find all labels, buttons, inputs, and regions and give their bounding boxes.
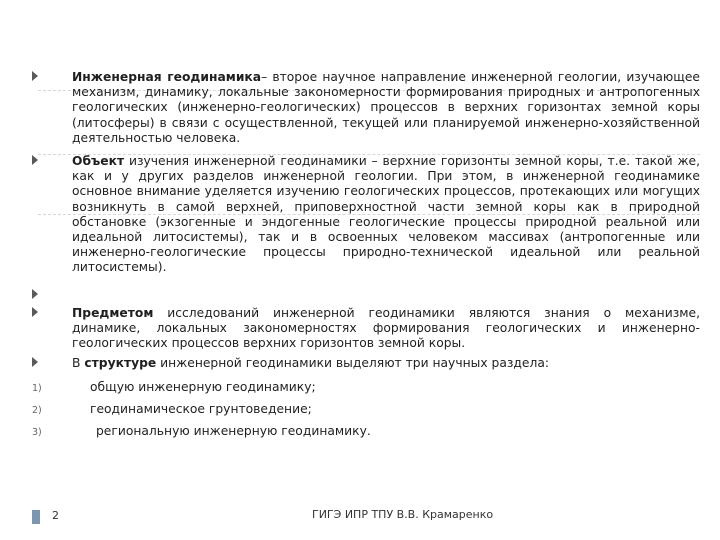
item-number: 1) [32, 383, 42, 394]
item-number: 3) [32, 427, 42, 438]
bullet-arrow-icon [32, 289, 38, 299]
numbered-item: 1) общую инженерную геодинамику; [32, 380, 316, 394]
item-number: 2) [32, 405, 42, 416]
bullet-arrow-icon [32, 71, 38, 81]
paragraph-object: Объект изучения инженерной геодинамики – верхние горизонты земной коры, т.е. такой же, как и у других разделов инженерной геологии. При этом, в инженерной геодинамике основное внимание уделяется изучению геологических процессов, протекающих или могущих возникнуть в самой верхней, приповерхностной части земной коры как в природной обстановке (экзогенные и эндогенные геологические процессы природной реальной или идеальной литосистемы), так и в освоенных человеком массивах (антропогенные или инженерно-геологические процессы природно-технической идеальной или реальной литосистемы). [32, 154, 700, 276]
bullet-arrow-icon [32, 155, 38, 165]
term: структуре [84, 356, 157, 370]
numbered-item: 2) геодинамическое грунтоведение; [32, 402, 312, 416]
footer-author: ГИГЭ ИПР ТПУ В.В. Крамаренко [312, 508, 494, 521]
paragraph-structure: В структуре инженерной геодинамики выделяют три научных раздела: [32, 356, 700, 371]
paragraph-subject: Предметом исследований инженерной геодинамики являются знания о механизме, динамике, локальных закономерностях формирования геологических и инженерно-геологических процессов верхних горизонтов земной коры. [32, 306, 700, 352]
term: Инженерная геодинамика [72, 70, 262, 84]
term: Предметом [72, 306, 154, 320]
paragraph-definition: Инженерная геодинамика– второе научное направление инженерной геологии, изучающее механизм, динамику, локальные закономерности формирования природных и антропогенных геологических (инженерно-геологических) процессов в верхних горизонтах земной коры (литосферы) в связи с осуществленной, текущей или планируемой инженерно-хозяйственной деятельностью человека. [32, 70, 700, 146]
bullet-arrow-icon [32, 307, 38, 317]
page-number: 2 [52, 509, 59, 522]
term: Объект [72, 154, 125, 168]
numbered-item: 3) региональную инженерную геодинамику. [32, 424, 371, 438]
footer-accent-bar [32, 510, 40, 524]
bullet-arrow-icon [32, 357, 38, 367]
